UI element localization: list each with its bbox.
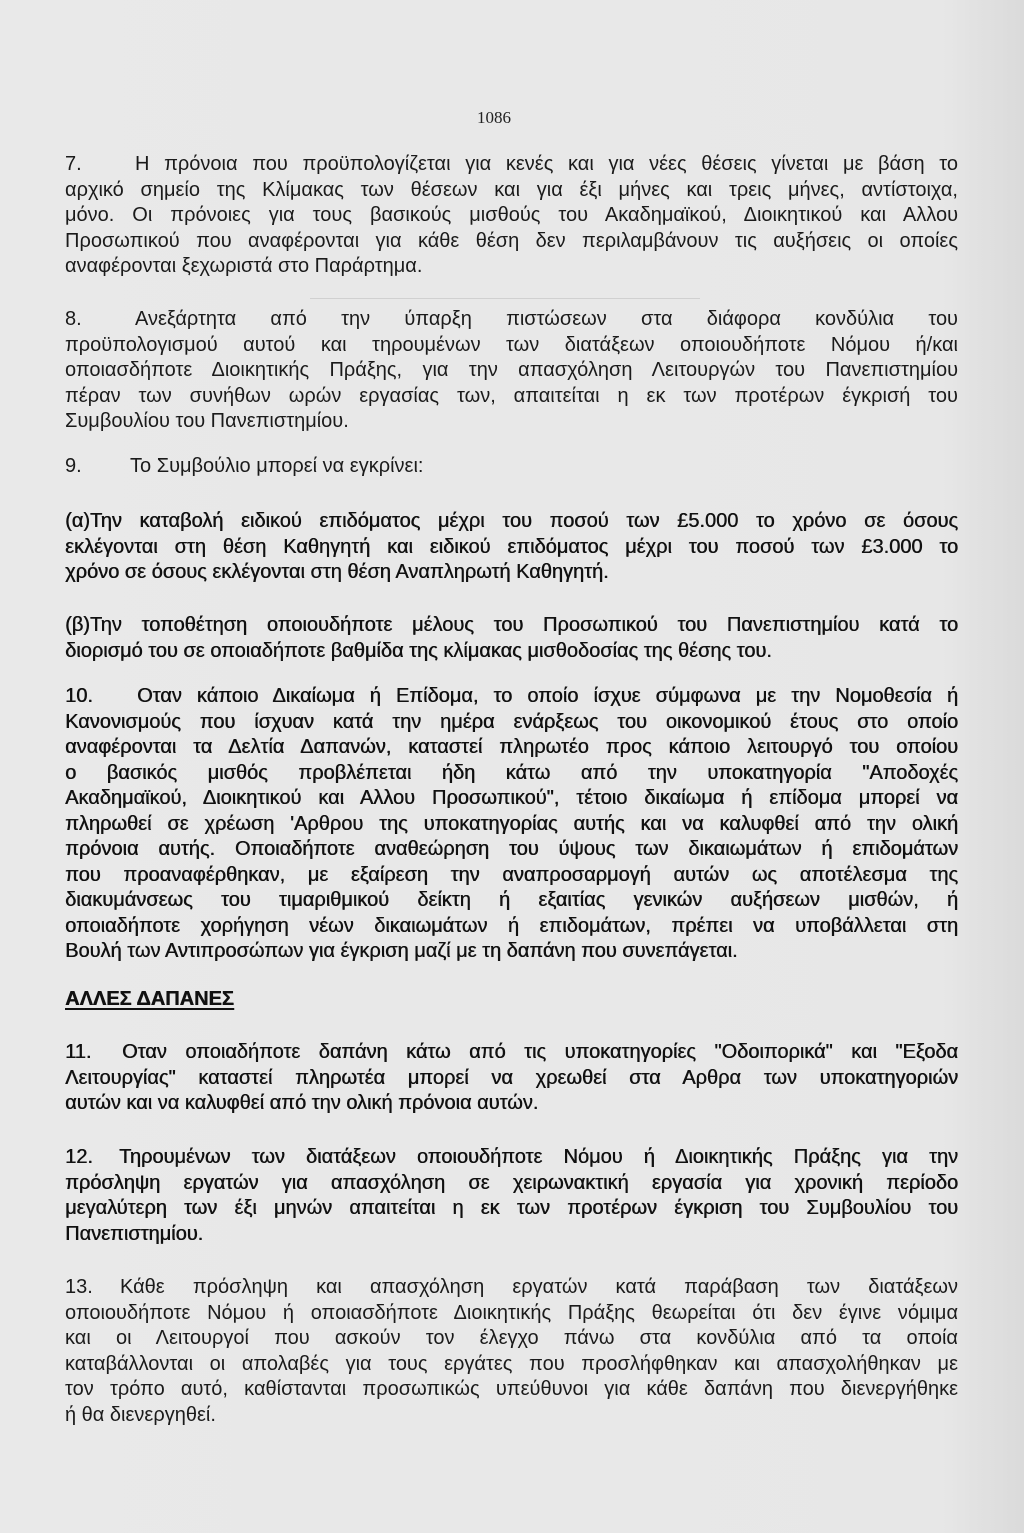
paragraph-first-line [65, 1040, 958, 1066]
paragraph-8 [65, 307, 958, 435]
paragraph-line: μεγαλύτερη των έξι μηνών απαιτείται η εκ των προτέρων έγκριση του Συμβουλίου του [65, 1197, 958, 1219]
paragraph-line-text: Κάθε πρόσληψη και απασχόληση εργατών κατά παράβαση των διατάξεων [120, 1276, 958, 1298]
page-number: 1086 [477, 108, 511, 127]
paragraph-line-text: Τηρουμένων των διατάξεων οποιουδήποτε Νόμου ή Διοικητικής Πράξης για την [119, 1146, 958, 1168]
paragraph-line: μόνο. Οι πρόνοιες για τους βασικούς μισθούς του Ακαδημαϊκού, Διοικητικού και Αλλου [65, 204, 958, 226]
paragraph-line: που προαναφέρθηκαν, με εξαίρεση την αναπροσαρμογή αυτών ως αποτέλεσμα της [65, 863, 958, 886]
paragraph-line: καταβάλλονται οι απολαβές για τους εργάτες που προσλήφθηκαν και απασχολήθηκαν με [65, 1352, 958, 1375]
paragraph-line: τον τρόπο αυτό, καθίστανται προσωπικώς υπεύθυνοι για κάθε δαπάνη που διενεργήθηκε [65, 1378, 958, 1400]
paragraph-line-text: Οταν οποιαδήποτε δαπάνη κάτω από τις υποκατηγορίες "Οδοιπορικά" και "Εξοδα [122, 1041, 958, 1063]
paragraph-line-text: Το Συμβούλιο μπορεί να εγκρίνει: [130, 455, 424, 477]
paragraph-line: αυτών και να καλυφθεί από την ολική πρόνοια αυτών. [65, 1092, 539, 1114]
section-heading: ΑΛΛΕΣ ΔΑΠΑΝΕΣ [65, 988, 234, 1010]
paragraph-line: ο βασικός μισθός προβλέπεται ήδη κάτω από την υποκατηγορία "Αποδοχές [65, 761, 958, 784]
paragraph-line: αναφέρονται ξεχωριστά στο Παράρτημα. [65, 255, 423, 277]
paragraph-first-line [65, 454, 958, 480]
paragraph-line-text: Η πρόνοια που προϋπολογίζεται για κενές και για νέες θέσεις γίνεται με βάση το [135, 153, 958, 175]
paragraph-line: Λειτουργίας" καταστεί πληρωτέα μπορεί να χρεωθεί στα Αρθρα των υποκατηγοριών [65, 1066, 958, 1089]
paragraph-9 [65, 454, 958, 480]
paragraph-line: οποιασδήποτε Διοικητικής Πράξης, για την απασχόληση Λειτουργών του Πανεπιστημίου [65, 359, 958, 381]
paragraph-12 [65, 1145, 958, 1247]
paragraph-line: Συμβουλίου του Πανεπιστημίου. [65, 410, 349, 432]
paragraph-number: 9. [65, 455, 82, 477]
paragraph-line: Προσωπικού που αναφέρονται για κάθε θέση δεν περιλαμβάνουν τις αυξήσεις οι οποίες [65, 229, 958, 252]
paragraph-line: ή θα διενεργηθεί. [65, 1403, 216, 1426]
paragraph-first-line [65, 1275, 958, 1301]
paragraph-13 [65, 1275, 958, 1428]
paragraph-line: προϋπολογισμού αυτού και τηρουμένων των διατάξεων οποιουδήποτε Νόμου ή/και [65, 333, 958, 356]
paragraph-line: εκλέγονται στη θέση Καθηγητή και ειδικού επιδόματος μέχρι του ποσού των £3.000 το [65, 535, 958, 558]
paragraph-first-line [65, 307, 958, 333]
paragraph-line-text: Ανεξάρτητα από την ύπαρξη πιστώσεων στα διάφορα κονδύλια του [135, 308, 958, 330]
sub-item-a [65, 509, 958, 586]
paragraph-line: πρόνοια αυτής. Οποιαδήποτε αναθεώρηση του ύψους των δικαιωμάτων ή επιδομάτων [65, 838, 958, 860]
paragraph-7 [65, 152, 958, 280]
show-through-rule [310, 298, 700, 299]
paragraph-line-text: Οταν κάποιο Δικαίωμα ή Επίδομα, το οποίο ίσχυε σύμφωνα με την Νομοθεσία ή [137, 685, 958, 707]
paragraph-line: διακυμάνσεως του τιμαριθμικού δείκτη ή εξαιτίας γενικών αυξήσεων μισθών, ή [65, 889, 958, 911]
paragraph-line: αρχικό σημείο της Κλίμακας των θέσεων και για έξι μήνες και τρεις μήνες, αντίστοιχα, [65, 178, 958, 201]
paragraph-first-line [65, 152, 958, 178]
paragraph-line: αναφέρονται τα Δελτία Δαπανών, καταστεί πληρωτέο προς κάποιο λειτουργό του οποίου [65, 736, 958, 758]
paragraph-number: 7. [65, 153, 82, 175]
paragraph-number: 12. [65, 1146, 93, 1168]
paragraph-line: οποιουδήποτε Νόμου ή οποιασδήποτε Διοικητικής Πράξης θεωρείται ότι δεν έγινε νόμιμα [65, 1301, 958, 1324]
paragraph-line: (α)Την καταβολή ειδικού επιδόματος μέχρι του ποσού των £5.000 το χρόνο σε όσους [65, 510, 958, 532]
paragraph-first-line [65, 684, 958, 710]
sub-item-b [65, 613, 958, 664]
paragraph-line: οποιαδήποτε χορήγηση νέων δικαιωμάτων ή επιδομάτων, πρέπει να υποβάλλεται στη [65, 914, 958, 937]
paragraph-line: πληρωθεί σε χρέωση 'Αρθρου της υποκατηγορίας αυτής και να καλυφθεί από την ολική [65, 812, 958, 835]
paragraph-line: Βουλή των Αντιπροσώπων για έγκριση μαζί με τη δαπάνη που συνεπάγεται. [65, 940, 738, 962]
paragraph-line: και οι Λειτουργοί που ασκούν τον έλεγχο πάνω στα κονδύλια από τα οποία [65, 1327, 958, 1349]
paragraph-line: πέραν των συνήθων ωρών εργασίας των, απαιτείται η εκ των προτέρων έγκρισή του [65, 384, 958, 407]
paragraph-10 [65, 684, 958, 965]
paragraph-line: διορισμό του σε οποιαδήποτε βαθμίδα της κλίμακας μισθοδοσίας της θέσης του. [65, 639, 772, 662]
paragraph-line: χρόνο σε όσους εκλέγονται στη θέση Αναπληρωτή Καθηγητή. [65, 561, 609, 583]
paragraph-number: 8. [65, 308, 82, 330]
paragraph-number: 10. [65, 685, 93, 707]
paragraph-number: 11. [65, 1041, 92, 1063]
paragraph-first-line [65, 1145, 958, 1171]
paragraph-line: Κανονισμούς που ίσχυαν κατά την ημέρα ενάρξεως του οικονομικού έτους στο οποίο [65, 710, 958, 733]
paragraph-number: 13. [65, 1276, 93, 1298]
paragraph-line: πρόσληψη εργατών για απασχόληση σε χειρωνακτική εργασία για χρονική περίοδο [65, 1171, 958, 1194]
paragraph-line: Πανεπιστημίου. [65, 1222, 204, 1245]
paragraph-11 [65, 1040, 958, 1117]
paragraph-line: Ακαδημαϊκού, Διοικητικού και Αλλου Προσωπικού", τέτοιο δικαίωμα ή επίδομα μπορεί να [65, 787, 958, 809]
paragraph-line: (β)Την τοποθέτηση οποιουδήποτε μέλους του Προσωπικού του Πανεπιστημίου κατά το [65, 614, 958, 636]
